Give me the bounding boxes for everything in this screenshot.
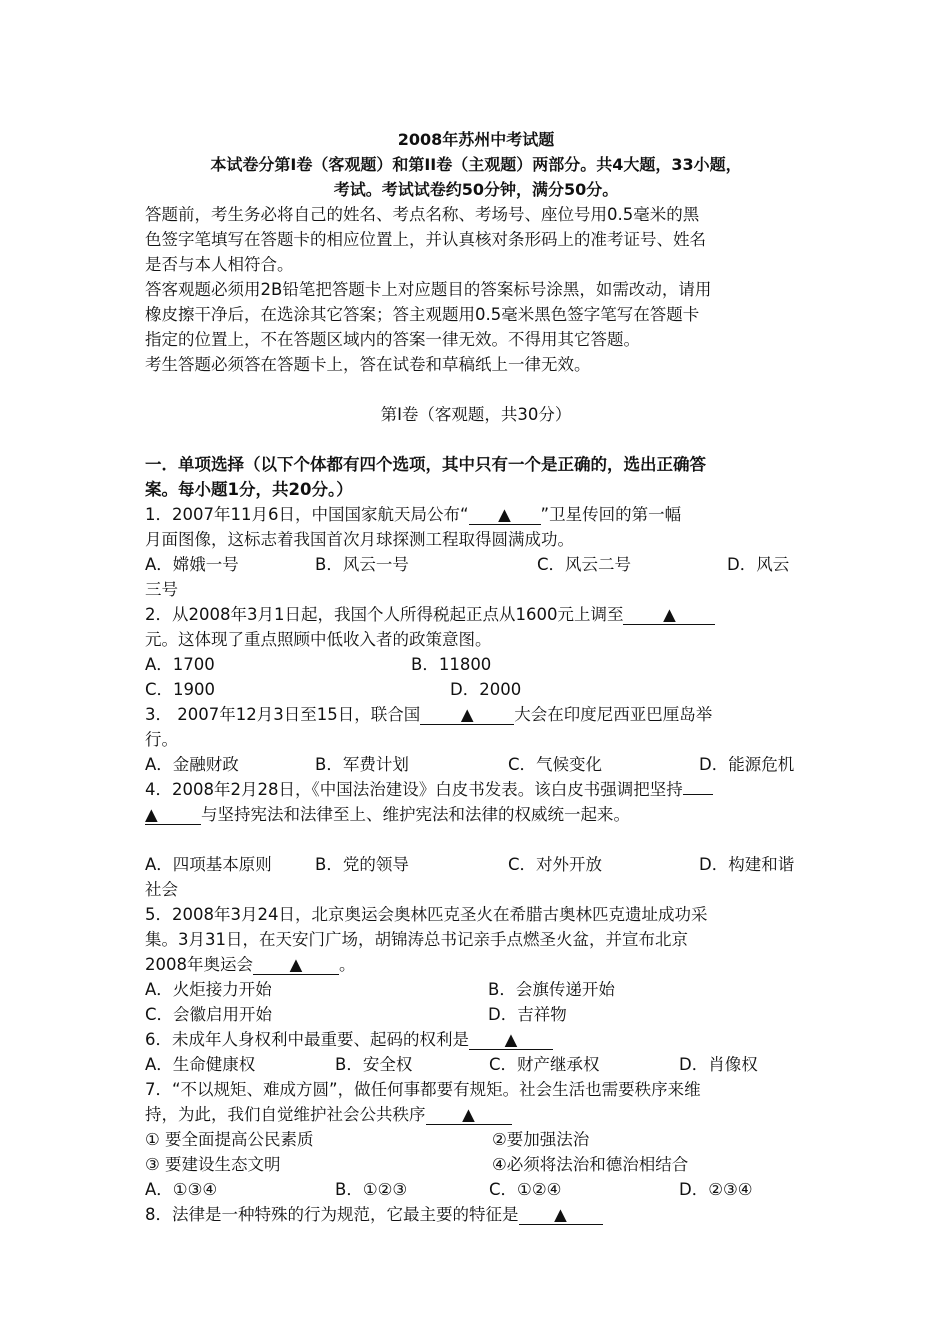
question-1-text: 月面图像，这标志着我国首次月球探测工程取得圆满成功。 (145, 530, 574, 549)
question-7-statements-row-1 (145, 1127, 807, 1152)
statement-4: ④必须将法治和德治相结合 (492, 1155, 689, 1174)
answer-blank: ▲ (469, 506, 541, 525)
question-2-options-row-1 (145, 652, 807, 677)
question-7-statements-row-2 (145, 1152, 807, 1177)
option-a: A．①③④ (145, 1180, 218, 1199)
statement-2: ②要加强法治 (492, 1130, 590, 1149)
option-d: D．风云 (727, 555, 790, 574)
exam-subtitle-line-2: 考试。考试试卷约50分钟，满分50分。 (333, 180, 619, 199)
answer-blank: ▲ (420, 706, 514, 725)
question-6: 6．未成年人身权利中最重要、起码的权利是 ▲ (145, 1027, 807, 1052)
answer-blank: ▲ (623, 606, 715, 625)
option-b: B．11800 (411, 655, 492, 674)
option-c: C．1900 (145, 680, 216, 699)
question-8: 8．法律是一种特殊的行为规范，它最主要的特征是 ▲ (145, 1202, 807, 1227)
option-d: D．吉祥物 (488, 1005, 567, 1024)
question-7-options (145, 1177, 807, 1202)
question-7-text: 持，为此，我们自觉维护社会公共秩序 ▲ (145, 1102, 807, 1127)
option-d: D．肖像权 (679, 1055, 758, 1074)
answer-blank: ▲ (145, 806, 201, 825)
answer-blank: ▲ (469, 1031, 553, 1050)
instruction-line: 色签字笔填写在答题卡的相应位置上，并认真核对条形码上的准考证号、姓名 (145, 230, 706, 249)
instruction-line: 橡皮擦干净后，在选涂其它答案；答主观题用0.5毫米黑色签字笔写在答题卡 (145, 305, 700, 324)
question-4-options (145, 852, 807, 877)
question-3-text: 行。 (145, 730, 178, 749)
option-d: D．构建和谐 (699, 855, 795, 874)
statement-1: ① 要全面提高公民素质 (145, 1130, 314, 1149)
exam-title: 2008年苏州中考试题 (397, 130, 555, 149)
question-5-text: 集。3月31日，在天安门广场，胡锦涛总书记亲手点燃圣火盆，并宣布北京 (145, 930, 688, 949)
part-title-line-1: 一．单项选择（以下个体都有四个选项，其中只有一个是正确的，选出正确答 (145, 455, 706, 474)
option-a: A．1700 (145, 655, 215, 674)
option-d: D．2000 (450, 680, 522, 699)
exam-subtitle-line-1: 本试卷分第Ⅰ卷（客观题）和第II卷（主观题）两部分。共4大题，33小题， (210, 155, 742, 174)
question-5-text-2: 2008年奥运会 ▲ 。 (145, 955, 356, 974)
option-c: C．①②④ (489, 1180, 562, 1199)
option-b: B．军费计划 (315, 755, 409, 774)
exam-page (145, 127, 807, 1227)
question-7: 7．“不以规矩、难成方圆”，做任何事都要有规矩。社会生活也需要秩序来维 (145, 1080, 701, 1099)
option-c: C．气候变化 (508, 755, 603, 774)
question-4-text: ▲ 与坚持宪法和法律至上、维护宪法和法律的权威统一起来。 (145, 805, 630, 824)
option-d: D．能源危机 (699, 755, 795, 774)
option-d: D．②③④ (679, 1180, 753, 1199)
question-5-options-row-1 (145, 977, 807, 1002)
instruction-line: 考生答题必须答在答题卡上，答在试卷和草稿纸上一律无效。 (145, 355, 591, 374)
answer-blank: ▲ (426, 1106, 512, 1125)
question-3: 3． 2007年12月3日至15日，联合国 ▲ 大会在印度尼西亚巴厘岛举 (145, 705, 713, 724)
option-a: A．嫦娥一号 (145, 555, 239, 574)
question-5-options-row-2 (145, 1002, 807, 1027)
option-a: A．四项基本原则 (145, 855, 272, 874)
option-b: B．会旗传递开始 (488, 980, 615, 999)
instruction-line: 指定的位置上，不在答题区域内的答案一律无效。不得用其它答题。 (145, 330, 640, 349)
option-c: C．风云二号 (537, 555, 632, 574)
option-a: A．火炬接力开始 (145, 980, 272, 999)
question-5: 5．2008年3月24日，北京奥运会奥林匹克圣火在希腊古奥林匹克遗址成功采 (145, 905, 708, 924)
answer-blank: ▲ (253, 956, 339, 975)
question-1-options (145, 552, 807, 577)
question-2-options-row-2 (145, 677, 807, 702)
question-2-text: 元。这体现了重点照顾中低收入者的政策意图。 (145, 630, 492, 649)
option-a: A．生命健康权 (145, 1055, 256, 1074)
option-b: B．①②③ (335, 1180, 408, 1199)
statement-3: ③ 要建设生态文明 (145, 1155, 281, 1174)
option-b: B．党的领导 (315, 855, 409, 874)
question-1: 1．2007年11月6日，中国国家航天局公布“ ▲ ”卫星传回的第一幅 (145, 505, 682, 524)
instruction-line: 是否与本人相符合。 (145, 255, 294, 274)
question-3-options (145, 752, 807, 777)
option-c: C．对外开放 (508, 855, 603, 874)
option-b: B．风云一号 (315, 555, 409, 574)
part-title-line-2: 案。每小题1分，共20分。） (145, 480, 353, 499)
option-a: A．金融财政 (145, 755, 239, 774)
option-c: C．会徽启用开始 (145, 1005, 273, 1024)
option-d-wrap: 三号 (145, 580, 178, 599)
section-title: 第Ⅰ卷（客观题，共30分） (380, 405, 572, 424)
question-4: 4．2008年2月28日，《中国法治建设》白皮书发表。该白皮书强调把坚持 (145, 777, 807, 802)
answer-blank: ▲ (519, 1206, 603, 1225)
option-d-wrap: 社会 (145, 880, 178, 899)
question-6-options (145, 1052, 807, 1077)
question-2: 2．从2008年3月1日起，我国个人所得税起正点从1600元上调至 ▲ (145, 602, 807, 627)
option-c: C．财产继承权 (489, 1055, 600, 1074)
instruction-line: 答客观题必须用2B铅笔把答题卡上对应题目的答案标号涂黑，如需改动，请用 (145, 280, 712, 299)
answer-blank-start (683, 794, 713, 795)
option-b: B．安全权 (335, 1055, 413, 1074)
instruction-line: 答题前，考生务必将自己的姓名、考点名称、考场号、座位号用0.5毫米的黑 (145, 205, 700, 224)
